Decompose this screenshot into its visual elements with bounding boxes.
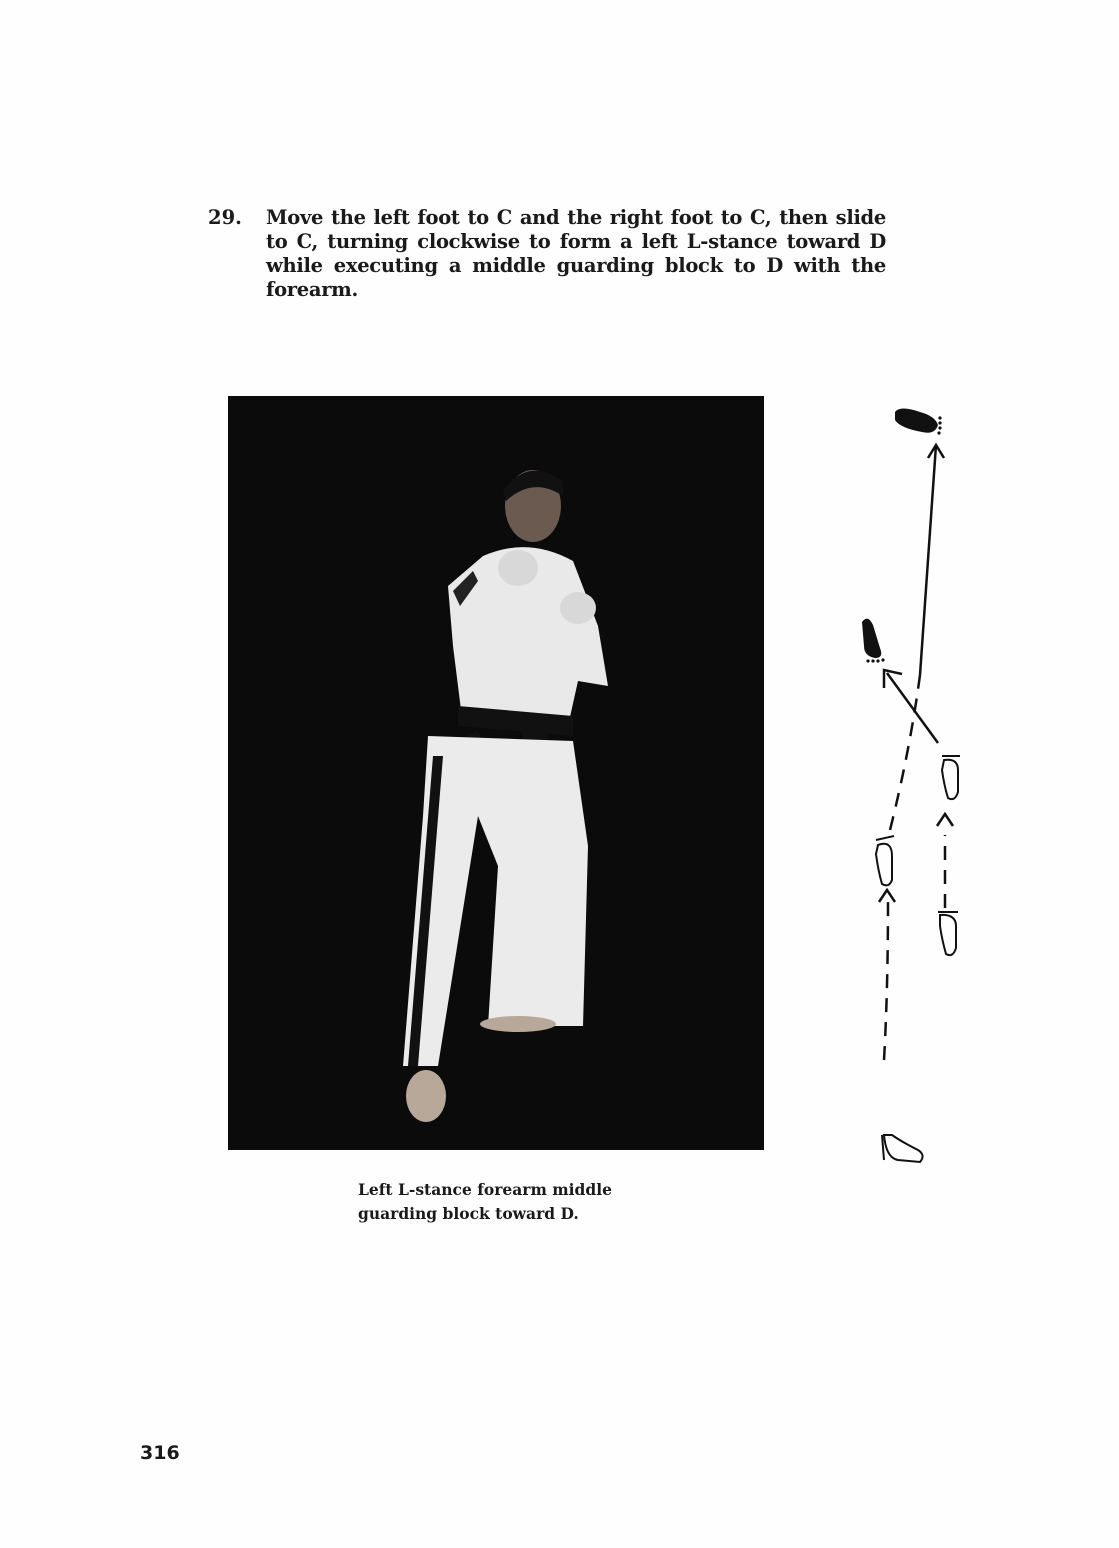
- step-text: Move the left foot to C and the right foot to C, then slide to C, turning clockwise to form a left L-stance toward D while executing a middle guarding block to D with the forearm.: [266, 206, 886, 301]
- footstep-path-svg: [840, 390, 980, 1180]
- page-number: 316: [140, 1442, 180, 1464]
- step-number: 29.: [208, 206, 242, 229]
- stance-photo-illustration: [228, 396, 764, 1150]
- caption-line-2: guarding block toward D.: [358, 1204, 579, 1223]
- caption-line-1: Left L-stance forearm middle: [358, 1180, 612, 1199]
- footstep-diagram: [840, 390, 980, 1180]
- martial-artist-photo: [228, 396, 764, 1150]
- photo-caption: [358, 1178, 678, 1226]
